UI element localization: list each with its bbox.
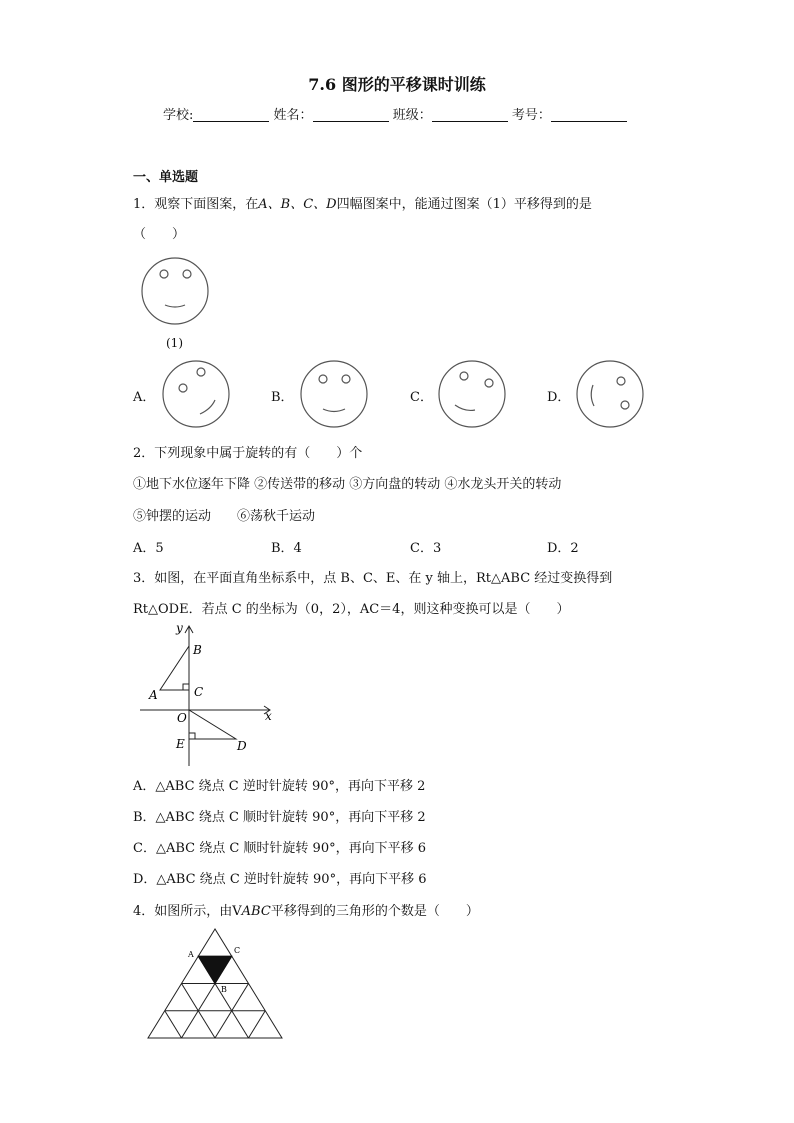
q1-stem-line2: （ ） bbox=[133, 227, 186, 242]
q1-option-d-label[interactable]: D． bbox=[547, 390, 571, 405]
exam-no-blank[interactable] bbox=[551, 107, 627, 122]
q1-figure-1-smiley bbox=[140, 256, 210, 326]
q1-stem-letters: A、B、C、D bbox=[258, 197, 337, 212]
q2-option-b[interactable]: B．4 bbox=[271, 541, 302, 556]
class-blank[interactable] bbox=[432, 107, 508, 122]
q3-option-d[interactable]: D．△ABC 绕点 C 逆时针旋转 90°，再向下平移 6 bbox=[133, 872, 427, 887]
q1-stem-pre: 1．观察下面图案，在 bbox=[133, 197, 259, 212]
name-label: 姓名： bbox=[273, 108, 313, 123]
school-blank[interactable] bbox=[193, 107, 269, 122]
q3-option-b[interactable]: B．△ABC 绕点 C 顺时针旋转 90°，再向下平移 2 bbox=[133, 810, 426, 825]
q3-label-b: B bbox=[193, 643, 202, 657]
name-blank[interactable] bbox=[313, 107, 389, 122]
q3-stem-line1: 3．如图，在平面直角坐标系中，点 B、C、E、在 y 轴上，Rt△ABC 经过变换得到 bbox=[133, 571, 613, 586]
q2-option-c[interactable]: C．3 bbox=[410, 541, 442, 556]
q4-stem-post: 平移得到的三角形的个数是（ ） bbox=[270, 904, 479, 919]
q1-option-c-label[interactable]: C． bbox=[410, 390, 433, 405]
q3-label-o: O bbox=[177, 711, 187, 725]
exam-no-label: 考号： bbox=[511, 108, 551, 123]
q1-stem-line1 bbox=[133, 193, 592, 212]
page-title: 7.6 图形的平移课时训练 bbox=[308, 75, 486, 94]
q4-stem-abc: ABC bbox=[241, 904, 271, 919]
q4-triangle-grid-figure bbox=[144, 926, 286, 1042]
school-label: 学校: bbox=[163, 108, 194, 123]
q4-stem-pre: 4．如图所示，由 bbox=[133, 904, 233, 919]
q1-option-a-label[interactable]: A． bbox=[133, 390, 156, 405]
student-info-line bbox=[163, 104, 627, 123]
class-label: 班级： bbox=[392, 108, 432, 123]
q1-option-b-smiley[interactable] bbox=[299, 359, 369, 429]
q3-label-a: A bbox=[149, 688, 158, 702]
q1-figure-label: (1) bbox=[166, 336, 183, 350]
q4-stem bbox=[133, 900, 479, 919]
q4-label-a: A bbox=[188, 950, 194, 959]
section-heading: 一、单选题 bbox=[133, 170, 199, 185]
q3-label-c: C bbox=[194, 685, 204, 699]
q4-triangle-symbol: V bbox=[232, 904, 242, 919]
q3-label-e: E bbox=[176, 737, 185, 751]
q2-option-a[interactable]: A．5 bbox=[133, 541, 164, 556]
q1-option-c-smiley[interactable] bbox=[437, 359, 507, 429]
q3-option-c[interactable]: C．△ABC 绕点 C 顺时针旋转 90°，再向下平移 6 bbox=[133, 841, 426, 856]
q4-label-c: C bbox=[234, 946, 241, 955]
q2-stem: 2．下列现象中属于旋转的有（ ）个 bbox=[133, 446, 363, 461]
q1-option-b-label[interactable]: B． bbox=[271, 390, 294, 405]
q1-option-a-smiley[interactable] bbox=[161, 359, 231, 429]
q2-option-d[interactable]: D．2 bbox=[547, 541, 579, 556]
q4-shaded-triangle-abc bbox=[198, 956, 232, 983]
q3-stem-line2: Rt△ODE．若点 C 的坐标为（0，2），AC＝4，则这种变换可以是（ ） bbox=[133, 602, 570, 617]
q2-items-line1: ①地下水位逐年下降 ②传送带的移动 ③方向盘的转动 ④水龙头开关的转动 bbox=[133, 477, 562, 492]
q1-option-d-smiley[interactable] bbox=[575, 359, 645, 429]
q3-label-x: x bbox=[265, 709, 272, 723]
q3-coordinate-figure bbox=[130, 620, 280, 770]
q3-option-a[interactable]: A．△ABC 绕点 C 逆时针旋转 90°，再向下平移 2 bbox=[133, 779, 426, 794]
q3-label-y: y bbox=[176, 621, 183, 635]
q1-stem-post: 四幅图案中，能通过图案（1）平移得到的是 bbox=[336, 197, 592, 212]
q4-label-b: B bbox=[221, 985, 227, 994]
q2-items-line2: ⑤钟摆的运动 ⑥荡秋千运动 bbox=[133, 509, 316, 524]
q3-label-d: D bbox=[237, 739, 247, 753]
